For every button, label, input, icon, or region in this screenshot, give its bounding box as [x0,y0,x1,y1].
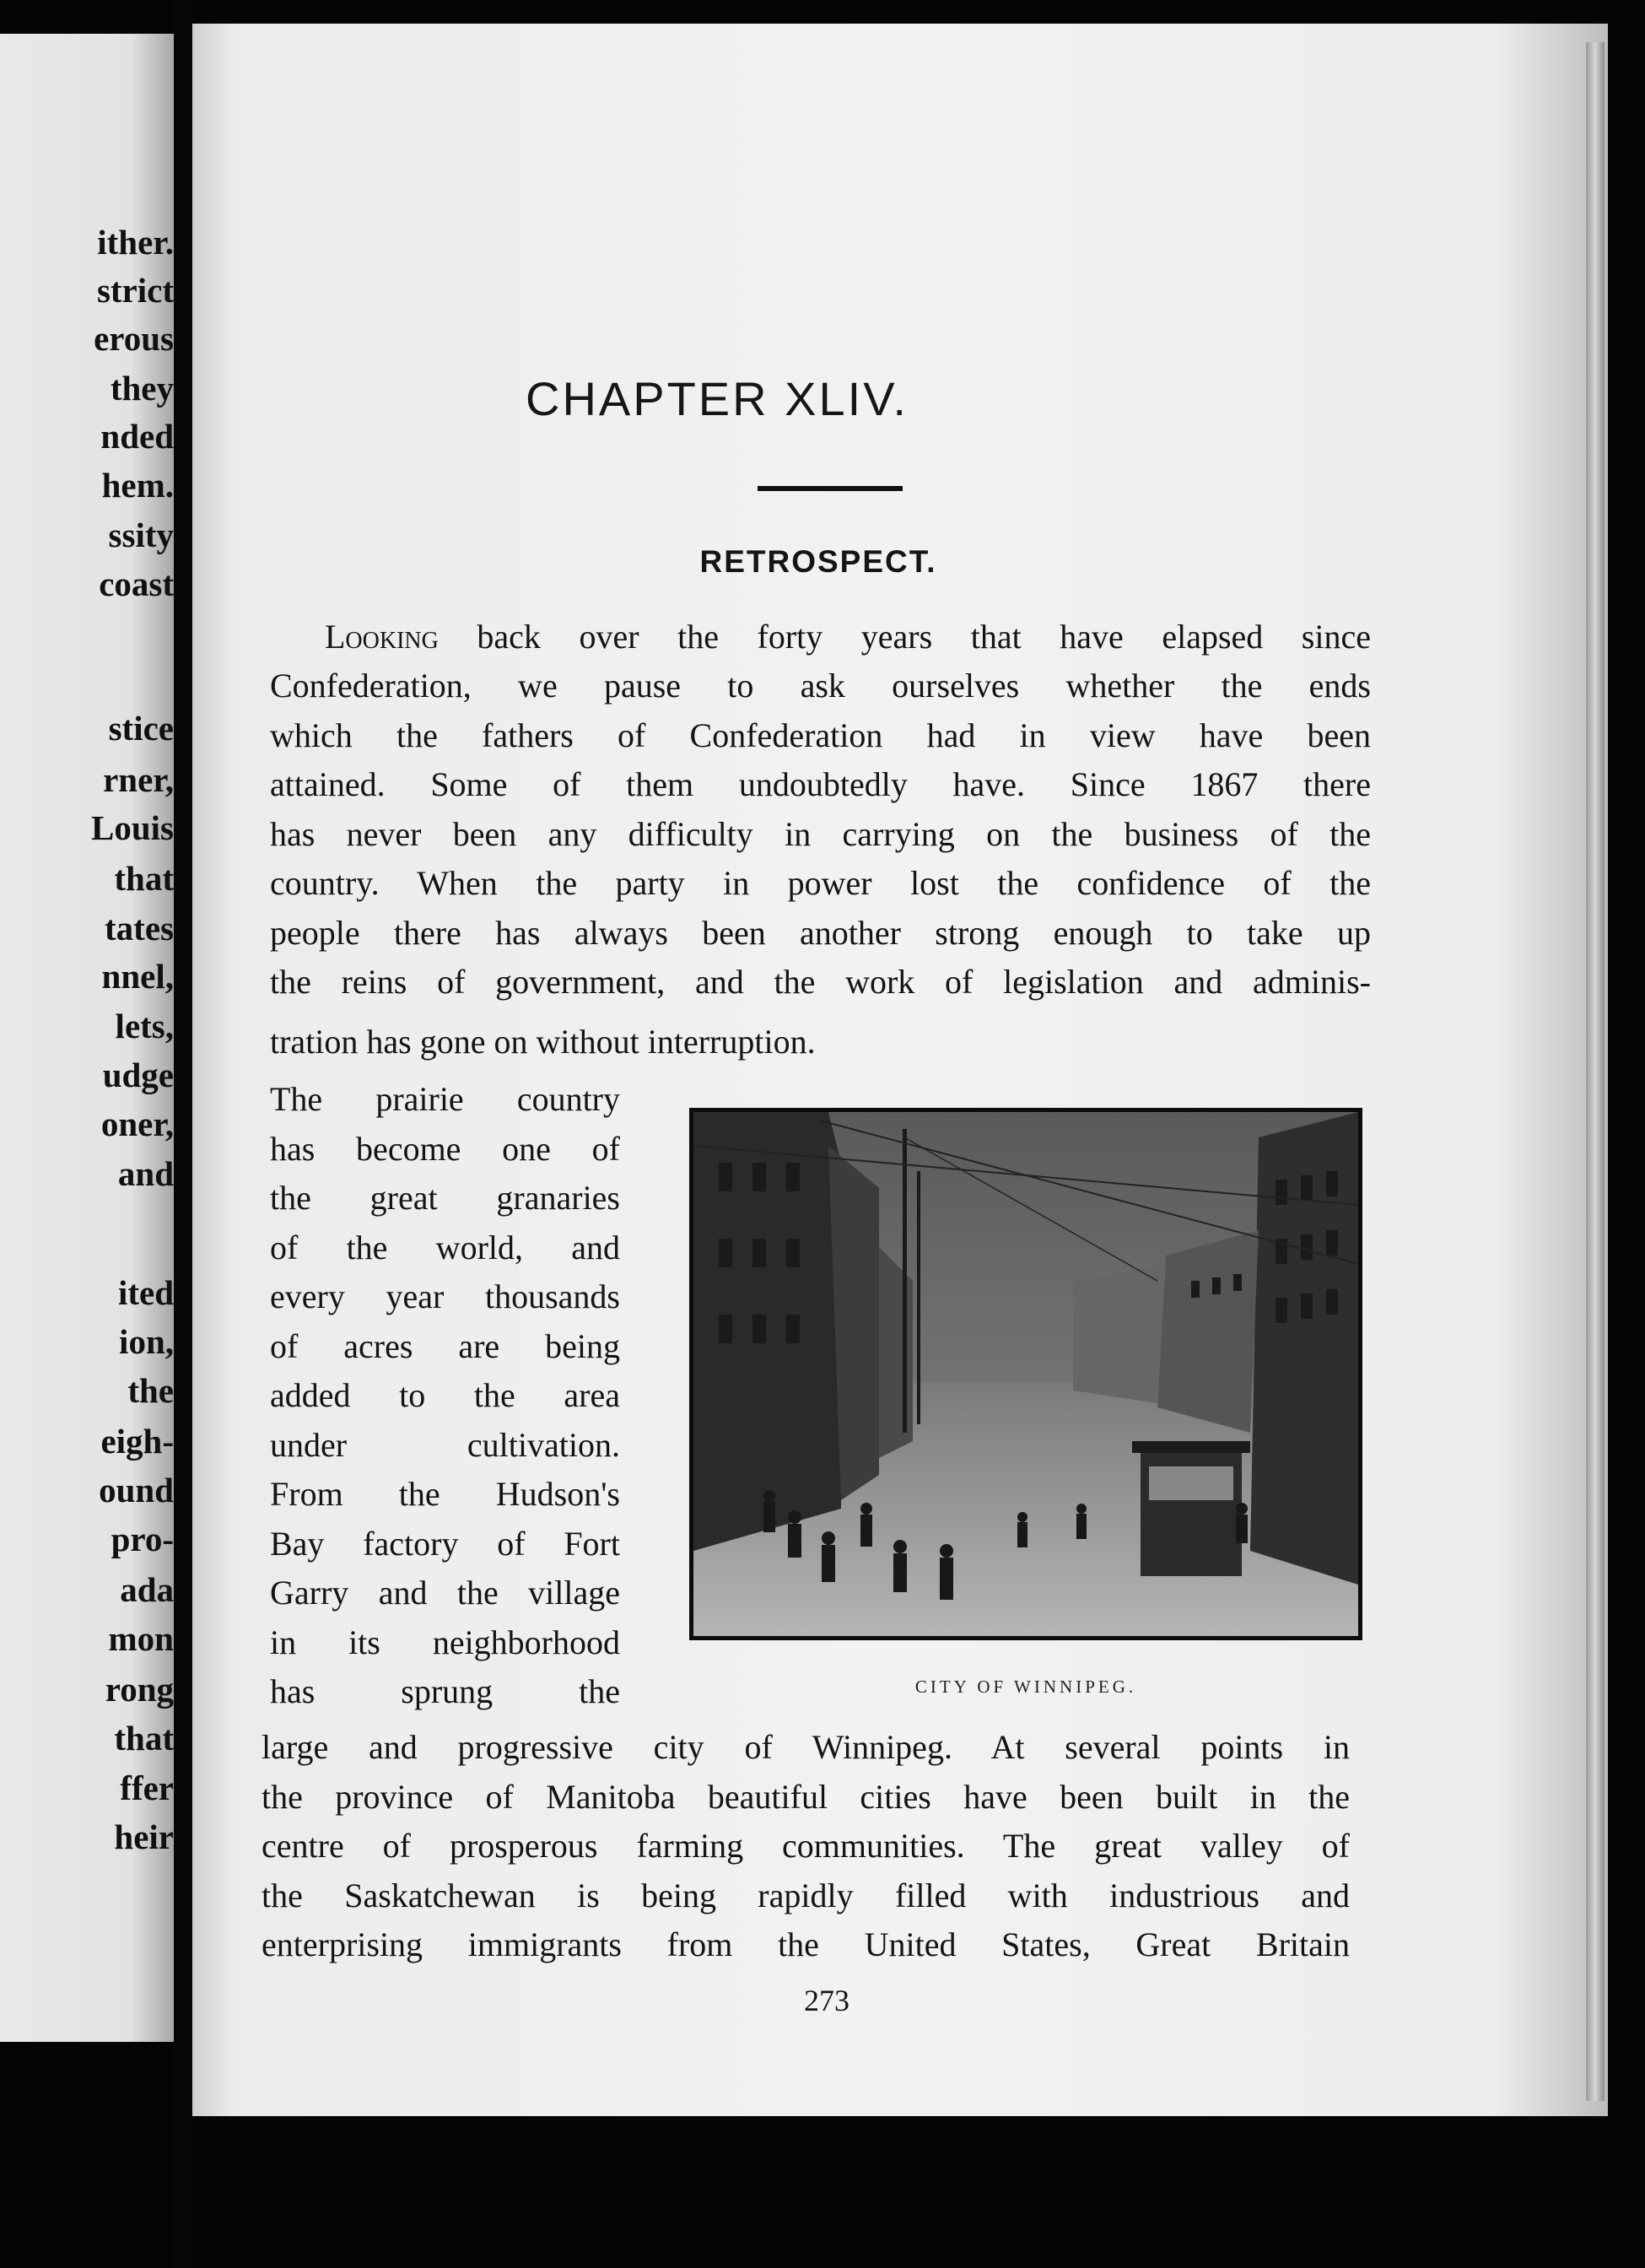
left-page-fragment: they [110,369,174,408]
left-page-fragment: that [114,1719,174,1758]
left-page-fragment: and [117,1154,174,1193]
paragraph-2-narrow-line-3: the great granaries [270,1179,620,1217]
left-page-fragment: nded [100,417,174,456]
paragraph-1-line-7: the reins of government, and the work of legislation and adminis- [270,963,1371,1001]
left-page-fragment: eigh- [100,1422,174,1461]
book-spine [174,0,192,2268]
city-street-photo [689,1108,1362,1640]
paragraph-2-narrow-line-6: of acres are being [270,1326,620,1365]
heading-rule [758,486,903,491]
left-page-fragment: heir [114,1817,174,1856]
paragraph-2-line-3: centre of prosperous farming communities. The great valley of [262,1827,1350,1865]
left-page-fragment: ither. [97,223,174,262]
left-page-fragment: coast [99,564,174,603]
left-page-fragment: udge [102,1056,174,1094]
paragraph-2-narrow-line-9: From the Hudson's [270,1475,620,1513]
section-title: RETROSPECT. [699,544,937,579]
paragraph-2-narrow-line-5: every year thousands [270,1277,620,1315]
left-page-fragment: lets, [115,1007,174,1045]
line-1-text: back over the forty years that have elapsed since [438,618,1371,656]
left-page-fragment: that [114,859,174,898]
paragraph-2-line-5: enterprising immigrants from the United States, Great Britain [262,1925,1350,1963]
page-number: 273 [804,1984,849,2017]
left-page-fragment: tates [105,909,174,948]
lead-word: Looking [325,618,439,656]
paragraph-2-line-1: large and progressive city of Winnipeg. At several points in [262,1728,1350,1766]
paragraph-1-line-2: which the fathers of Confederation had in view have been [270,716,1371,754]
paragraph-2-narrow-line-4: of the world, and [270,1228,620,1266]
paragraph-2-line-2: the province of Manitoba beautiful cities have been built in the [262,1777,1350,1816]
paragraph-1-line-1: Confederation, we pause to ask ourselves whether the ends [270,667,1371,705]
left-page-edge [0,34,174,2042]
left-page-fragment: ited [117,1273,174,1312]
left-page-fragment: ada [120,1570,174,1609]
left-page-fragment: Louis [91,808,174,847]
paragraph-2-narrow-line-2: has become one of [270,1129,620,1168]
paragraph-2-narrow-line-12: in its neighborhood [270,1623,620,1661]
left-page-fragment: ound [99,1471,174,1509]
left-page-fragment: nnel, [101,957,174,996]
paragraph-2-narrow-line-8: under cultivation. [270,1425,620,1464]
paragraph-1-line-3: attained. Some of them undoubtedly have. Since 1867 there [270,765,1371,803]
left-page-fragment: pro- [111,1520,174,1558]
left-page-fragment: oner, [100,1104,174,1143]
left-page-fragment: ion, [119,1322,174,1361]
left-page-fragment: rner, [103,760,174,799]
left-page-fragment: mon [108,1619,174,1658]
left-page-fragment: strict [96,271,174,310]
left-page-fragment: the [127,1371,174,1410]
paragraph-2-narrow-line-7: added to the area [270,1376,620,1414]
left-page-fragment: rong [105,1670,174,1709]
paragraph-2-line-4: the Saskatchewan is being rapidly filled with industrious and [262,1876,1350,1914]
paragraph-1-last-line: tration has gone on without interruption. [270,1023,816,1061]
paragraph-1-line-4: has never been any difficulty in carrying on the business of the [270,814,1371,853]
chapter-heading: CHAPTER XLIV. [526,372,909,425]
left-page-fragment: erous [94,319,174,358]
paragraph-2-narrow-line-1: The prairie country [270,1080,620,1118]
paragraph-1-line-1 [325,620,1371,654]
paragraph-2-narrow-line-10: Bay factory of Fort [270,1524,620,1563]
paragraph-2-narrow-line-11: Garry and the village [270,1574,620,1612]
paragraph-1-line-6: people there has always been another strong enough to take up [270,913,1371,952]
left-page-fragment: hem. [101,466,174,505]
left-page-fragment: ffer [120,1768,174,1807]
page-edge [1586,42,1605,2101]
left-page-fragment: ssity [108,516,174,554]
image-caption: CITY OF WINNIPEG. [914,1677,1137,1697]
left-page-fragment: stice [108,709,174,748]
paragraph-1-line-5: country. When the party in power lost the confidence of the [270,864,1371,902]
paragraph-2-narrow-line-13: has sprung the [270,1672,620,1710]
